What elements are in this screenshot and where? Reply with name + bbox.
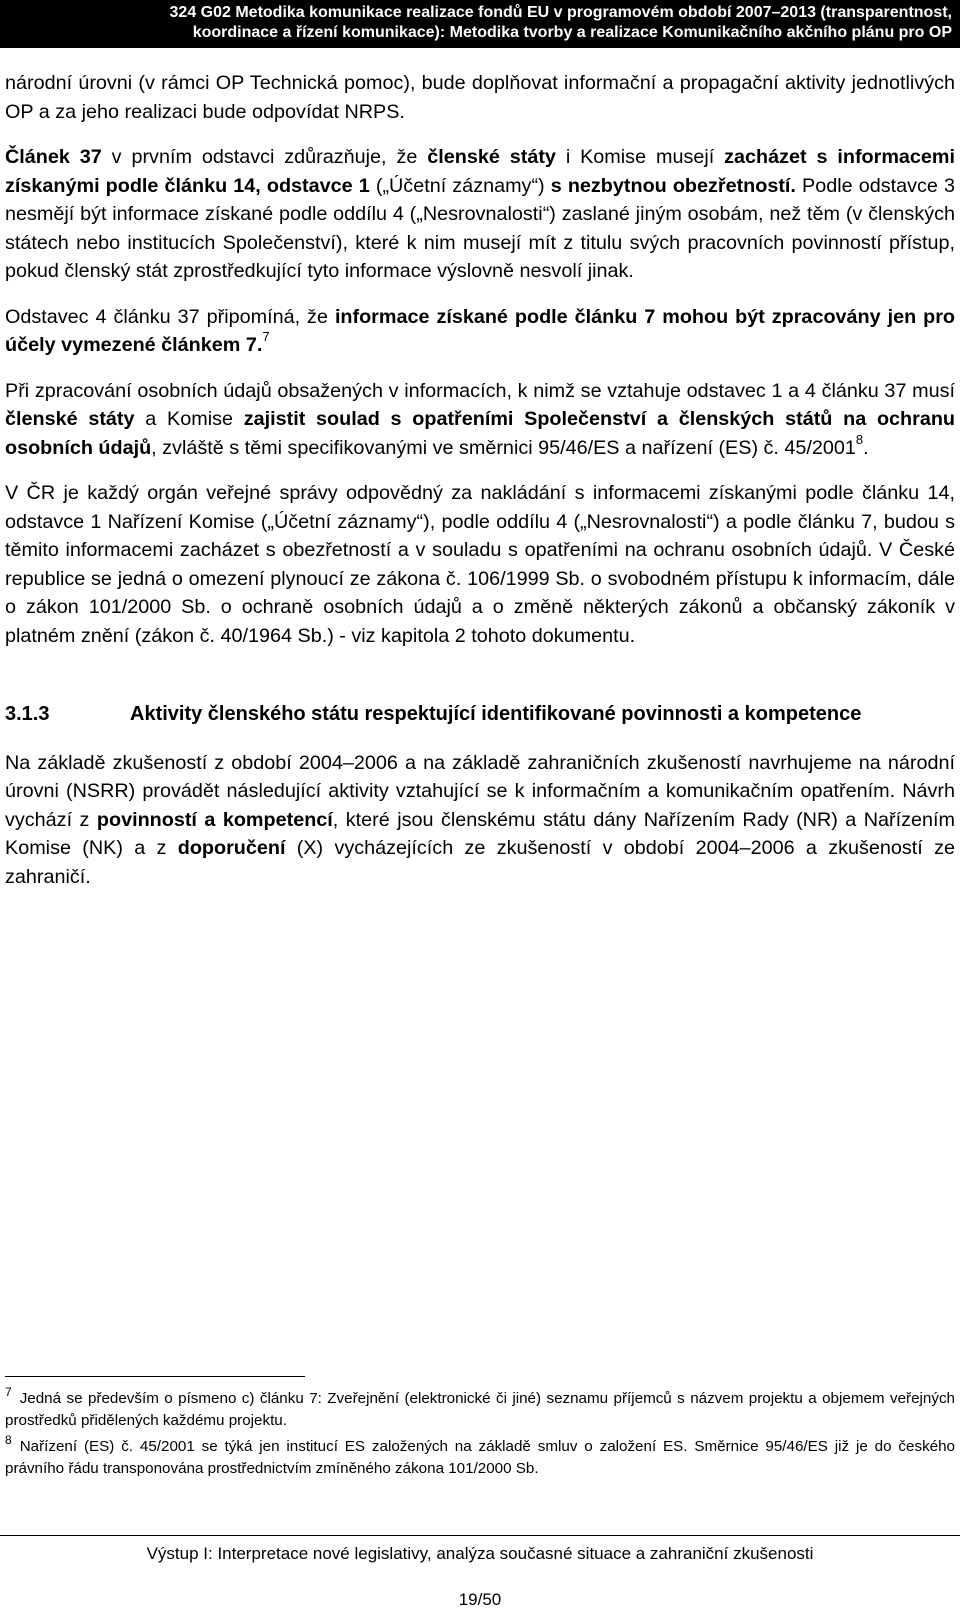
main-content bbox=[5, 69, 955, 908]
bold-run: povinností a kompetencí bbox=[96, 808, 333, 831]
text-run: i Komise musejí bbox=[555, 146, 725, 168]
footer-title: Výstup I: Interpretace nové legislativy, analýza současné situace a zahraniční zkušenosti bbox=[146, 1544, 814, 1563]
text-run: (X) vycházejících ze zkušeností v období 2004–2006 a zkušeností ze zahraničí. bbox=[5, 837, 956, 888]
footnote-ref-7[interactable]: 7 bbox=[262, 329, 270, 345]
text-run: národní úrovni (v rámci OP Technická pomoc), bude doplňovat informační a propagační aktivity jednotlivých OP a za jeho realizaci bude odpovídat NRPS. bbox=[5, 72, 955, 123]
footer-separator bbox=[0, 1535, 960, 1536]
footnote-text: Jedná se především o písmeno c) článku 7: Zveřejnění (elektronické či jiné) seznamu příjemců s názvem projektu a objemem veřejných prostředků přidělených každému projektu. bbox=[5, 1390, 955, 1429]
text-run: Na základě zkušeností z období 2004–2006 a na základě zahraničních zkušeností navrhujeme na národní úrovni (NSRR) provádět následující aktivity vztahující se k informačním a komunikačním opatřením. Návrh vychází z bbox=[5, 751, 955, 831]
text-run: Podle odstavce 3 nesmějí být informace získané podle oddílu 4 („Nesrovnalosti“) zaslané jiným osobám, než těm (v členských státech nebo institucích Společenství), které k nim musejí mít z titulu svých pracovních povinností přístup, pokud členský stát zprostředkující tyto informace výslovně nesvolí jinak. bbox=[5, 174, 956, 282]
bold-run: zacházet s informacemi získanými podle článku 14, odstavce 1 bbox=[5, 146, 956, 197]
section-number: 3.1.3 bbox=[5, 703, 50, 725]
paragraph-6 bbox=[5, 749, 955, 892]
text-run: V ČR je každý orgán veřejné správy odpovědný za nakládání s informacemi získanými podle článku 14, odstavce 1 Nařízení Komise („Účetní záznamy“), podle oddílu 4 („Nesrovnalosti“) a podle článku 7, budou s těmito informacemi zacházet s obezřetností a v souladu s opatřeními na ochranu osobních údajů. V České republice se jedná o omezení plynoucí ze zákona č. 106/1999 Sb. o svobodném přístupu k informacím, dále o zákon 101/2000 Sb. o ochraně osobních údajů a o změně některých zákonů a občanský zákoník v platném znění (zákon č. 40/1964 Sb.) - viz kapitola 2 tohoto dokumentu. bbox=[5, 482, 955, 647]
bold-run: s nezbytnou obezřetností. bbox=[550, 174, 796, 197]
bold-run: členské státy bbox=[427, 146, 556, 168]
page-number: 19/50 bbox=[458, 1590, 502, 1609]
text-run: Odstavec 4 článku 37 připomíná, že bbox=[5, 305, 335, 328]
footnote-separator bbox=[5, 1376, 305, 1377]
footnote-text: Nařízení (ES) č. 45/2001 se týká jen institucí ES založených na základě smluv o založení ES. Směrnice 95/46/ES již je do českého právního řádu transponována prostřednictvím zmíněného zákona 101/2000 Sb. bbox=[5, 1438, 955, 1477]
text-run: („Účetní záznamy“) bbox=[369, 174, 551, 197]
text-run: Při zpracování osobních údajů obsažených v informacích, k nimž se vztahuje odstavec 1 a 4 článku 37 musí bbox=[5, 379, 955, 402]
paragraph-4 bbox=[5, 377, 955, 463]
paragraph-2 bbox=[5, 143, 955, 286]
running-header bbox=[0, 0, 960, 48]
header-line-2: koordinace a řízení komunikace): Metodika tvorby a realizace Komunikačního akčního plánu pro OP bbox=[192, 24, 952, 41]
footnotes bbox=[5, 1384, 955, 1484]
text-run: , které jsou členskému státu dány Nařízením Rady (NR) a Nařízením Komise (NK) a z bbox=[5, 808, 955, 859]
footnote-mark: 7 bbox=[5, 1384, 12, 1399]
bold-run: zajistit soulad s opatřeními Společenství a členských států na ochranu osobních údajů bbox=[5, 408, 955, 459]
text-run: v prvním odstavci zdůrazňuje, že bbox=[101, 146, 428, 168]
footnote-ref-8[interactable]: 8 bbox=[855, 431, 864, 447]
section-title: Aktivity členského státu respektující identifikované povinnosti a kompetence bbox=[130, 703, 862, 725]
text-run: a Komise bbox=[134, 408, 244, 430]
footnote-mark: 8 bbox=[5, 1432, 12, 1447]
bold-run: Článek 37 bbox=[5, 146, 102, 168]
paragraph-5 bbox=[5, 479, 955, 650]
text-run: . bbox=[863, 436, 869, 459]
text-run: , zvláště s těmi specifikovanými ve směrnici 95/46/ES a nařízení (ES) č. 45/2001 bbox=[151, 436, 856, 459]
bold-run: doporučení bbox=[177, 837, 286, 859]
footnote-7 bbox=[5, 1384, 955, 1432]
header-line-1: 324 G02 Metodika komunikace realizace fondů EU v programovém období 2007–2013 (transparentnost, bbox=[169, 4, 952, 21]
bold-run: informace získané podle článku 7 mohou být zpracovány jen pro účely vymezené článkem 7. bbox=[5, 305, 955, 356]
footnote-8 bbox=[5, 1432, 955, 1480]
paragraph-3 bbox=[5, 303, 955, 360]
section-heading bbox=[5, 700, 955, 729]
paragraph-1 bbox=[5, 69, 955, 126]
bold-run: členské státy bbox=[5, 408, 135, 430]
